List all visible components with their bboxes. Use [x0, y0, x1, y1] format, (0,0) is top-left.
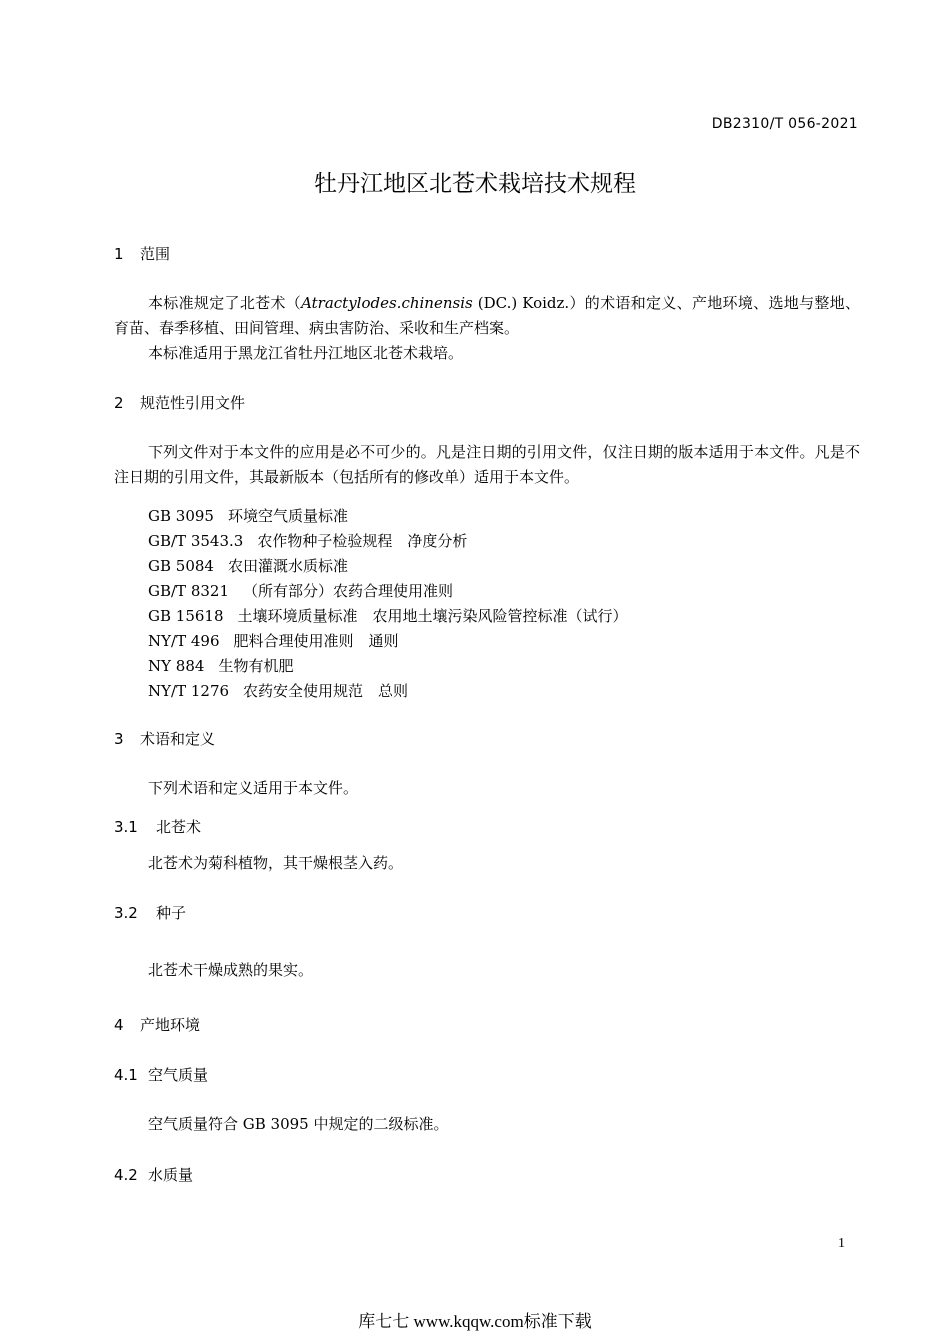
section-2-paragraph-1: 下列文件对于本文件的应用是必不可少的。凡是注日期的引用文件，仅注日期的版本适用于本文件。凡是不注日期的引用文件，其最新版本（包括所有的修改单）适用于本文件。 [114, 443, 860, 486]
reference-code: GB 15618 [148, 607, 224, 625]
paragraph-text: (DC.) Koidz.）的术语和定义、产地环境、选地与整地、育苗、春季移植、田间管理、病虫害防治、采收和生产档案。 [114, 294, 860, 337]
section-number: 4 [114, 1016, 124, 1034]
reference-item [148, 654, 628, 679]
reference-code: GB/T 3543.3 [148, 532, 244, 550]
section-2-heading [114, 392, 245, 413]
reference-code: GB 5084 [148, 557, 214, 575]
subsection-3-2-heading [114, 902, 186, 923]
paragraph-text: 本标准规定了北苍术（ [148, 294, 302, 312]
subsection-title: 水质量 [148, 1166, 194, 1184]
reference-code: NY/T 496 [148, 632, 220, 650]
page-number: 1 [838, 1236, 845, 1251]
normative-reference-list [148, 504, 628, 704]
subsection-3-1-text: 北苍术为菊科植物，其干燥根茎入药。 [148, 854, 404, 872]
section-title: 术语和定义 [140, 730, 216, 748]
reference-item [148, 554, 628, 579]
section-title: 规范性引用文件 [140, 394, 246, 412]
subsection-title: 种子 [156, 904, 187, 922]
subsection-number: 4.1 [114, 1066, 138, 1084]
reference-item [148, 604, 628, 629]
document-number: DB2310/T 056-2021 [711, 116, 858, 132]
subsection-3-1-heading [114, 816, 201, 837]
reference-title: 农药安全使用规范 总则 [243, 682, 409, 700]
section-number: 1 [114, 245, 124, 263]
reference-title: （所有部分）农药合理使用准则 [243, 582, 454, 600]
section-1-paragraph-1 [114, 291, 860, 341]
reference-item [148, 679, 628, 704]
section-3-paragraph-1: 下列术语和定义适用于本文件。 [148, 779, 359, 797]
reference-title: 生物有机肥 [218, 657, 294, 675]
subsection-number: 3.1 [114, 818, 138, 836]
reference-title: 农田灌溉水质标准 [227, 557, 348, 575]
page-title: 牡丹江地区北苍术栽培技术规程 [314, 171, 636, 197]
watermark-text: 库七七 www.kqqw.com标准下载 [358, 1312, 592, 1331]
section-title: 产地环境 [140, 1016, 201, 1034]
reference-code: NY 884 [148, 657, 205, 675]
section-4-heading [114, 1014, 200, 1035]
reference-item [148, 529, 628, 554]
reference-code: NY/T 1276 [148, 682, 230, 700]
section-number: 3 [114, 730, 124, 748]
subsection-number: 3.2 [114, 904, 138, 922]
reference-title: 肥料合理使用准则 通则 [233, 632, 399, 650]
section-1-paragraph-2: 本标准适用于黑龙江省牡丹江地区北苍术栽培。 [148, 344, 464, 362]
subsection-title: 空气质量 [148, 1066, 209, 1084]
section-number: 2 [114, 394, 124, 412]
reference-title: 农作物种子检验规程 净度分析 [257, 532, 468, 550]
subsection-3-2-text: 北苍术干燥成熟的果实。 [148, 961, 314, 979]
subsection-4-1-heading [114, 1064, 208, 1085]
subsection-4-1-text: 空气质量符合 GB 3095 中规定的二级标准。 [148, 1115, 449, 1133]
latin-species-name: Atractylodes.chinensis [301, 294, 473, 312]
reference-code: GB 3095 [148, 507, 214, 525]
section-title: 范围 [140, 245, 171, 263]
reference-title: 环境空气质量标准 [227, 507, 348, 525]
subsection-title: 北苍术 [156, 818, 202, 836]
section-3-heading [114, 728, 215, 749]
reference-title: 土壤环境质量标准 农用地土壤污染风险管控标准（试行） [237, 607, 628, 625]
section-1-heading [114, 243, 170, 264]
subsection-4-2-heading [114, 1164, 193, 1185]
reference-item [148, 629, 628, 654]
reference-code: GB/T 8321 [148, 582, 230, 600]
reference-item [148, 579, 628, 604]
reference-item [148, 504, 628, 529]
subsection-number: 4.2 [114, 1166, 138, 1184]
